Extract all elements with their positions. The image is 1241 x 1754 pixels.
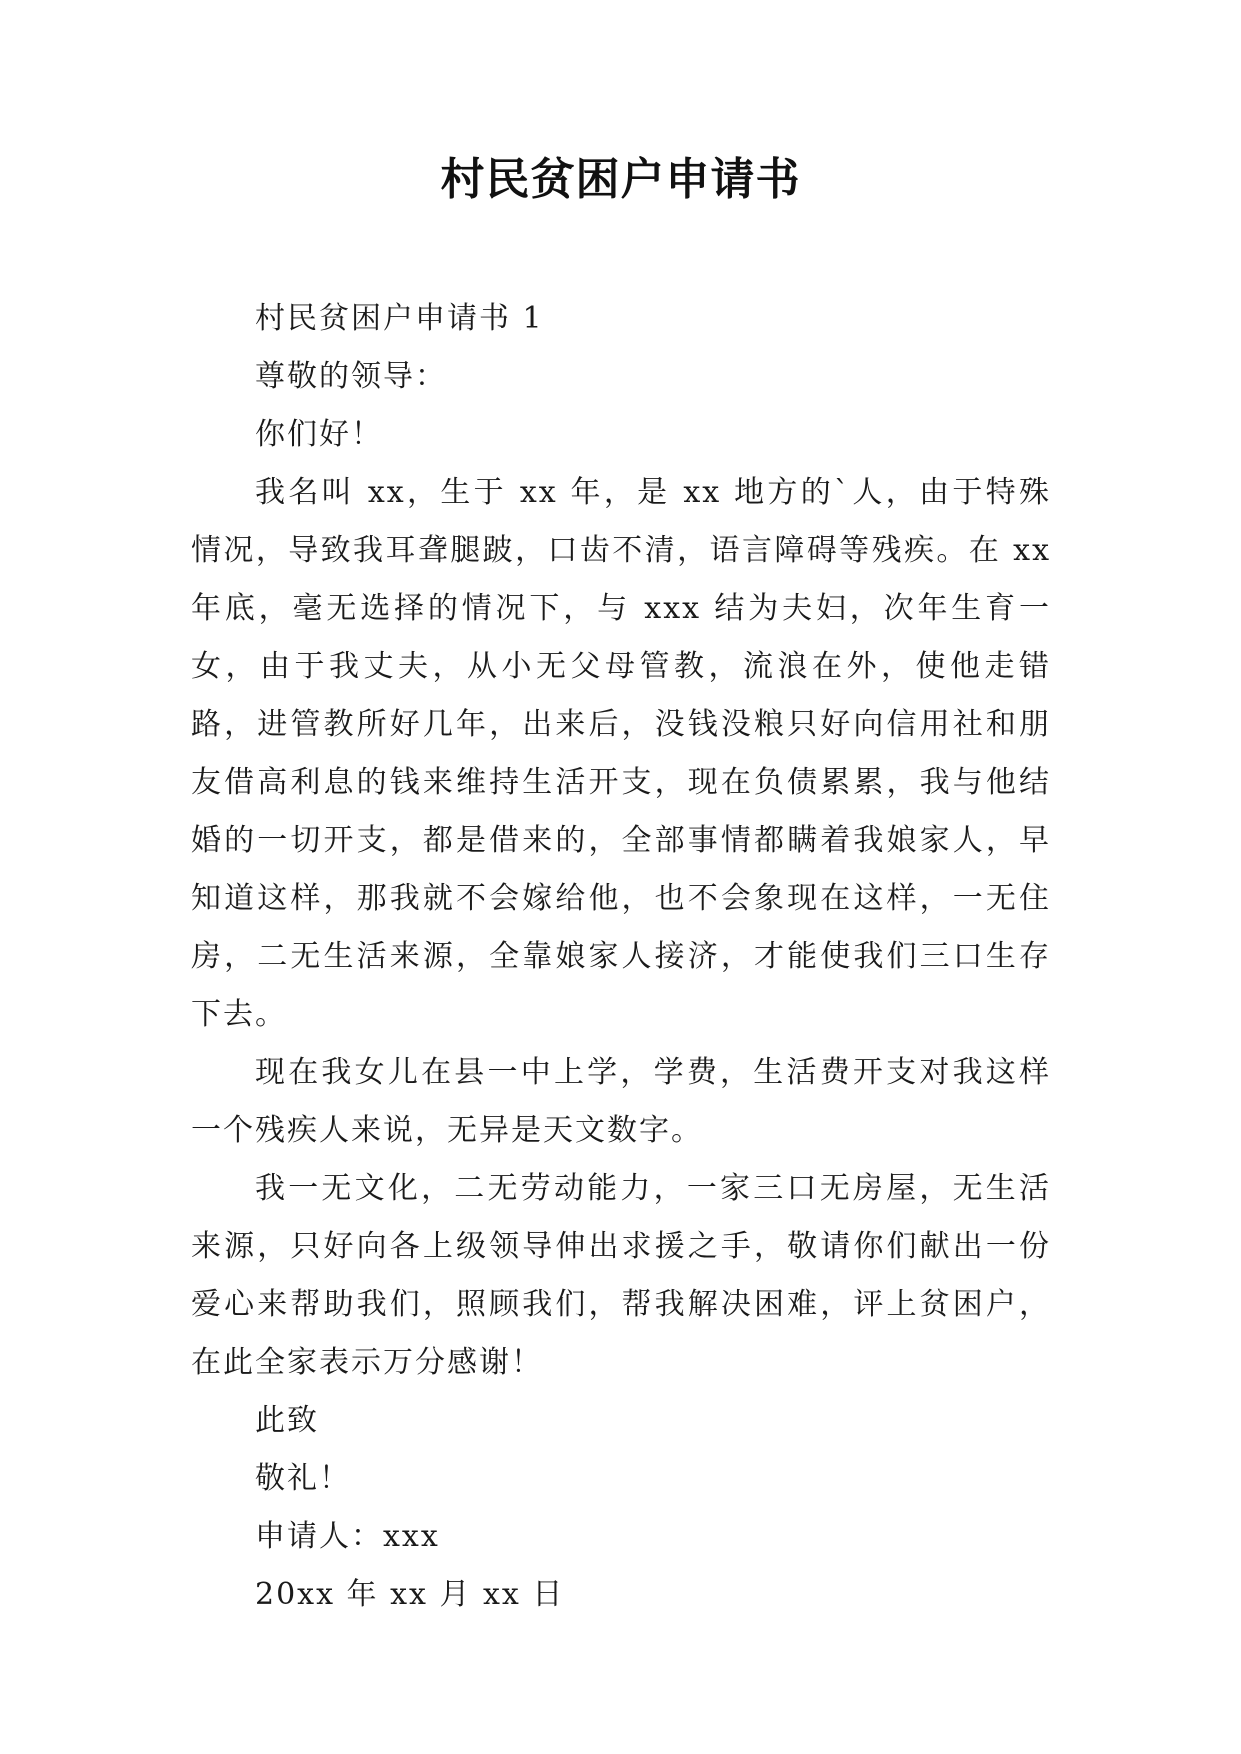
salutation: 尊敬的领导： (255, 359, 447, 394)
body-paragraph-daughter: 现在我女儿在县一中上学，学费，生活费开支对我这样一个残疾人来说，无异是天文数字。 (191, 1055, 1051, 1148)
document-body (191, 290, 1051, 1624)
closing-salute: 敬礼！ (255, 1461, 351, 1496)
document-title: 村民贫困户申请书 (440, 154, 801, 205)
body-paragraph-request: 我一无文化，二无劳动能力，一家三口无房屋，无生活来源，只好向各上级领导伸出求援之手，敬请你们献出一份爱心来帮助我们，照顾我们，帮我解决困难，评上贫困户，在此全家表示万分感谢！ (191, 1171, 1051, 1380)
date-line: 20xx 年 xx 月 xx 日 (255, 1577, 565, 1612)
body-paragraph-background: 我名叫 xx，生于 xx 年，是 xx 地方的`人，由于特殊情况，导致我耳聋腿跛，口齿不清，语言障碍等残疾。在 xx 年底，毫无选择的情况下，与 xxx 结为夫妇，次年生育一女，由于我丈夫，从小无父母管教，流浪在外，使他走错路，进管教所好几年，出来后，没钱没粮只好向信用社和朋友借高利息的钱来维持生活开支，现在负债累累，我与他结婚的一切开支，都是借来的，全部事情都瞒着我娘家人，早知道这样，那我就不会嫁给他，也不会象现在这样，一无住房，二无生活来源，全靠娘家人接济，才能使我们三口生存下去。 (191, 475, 1051, 1032)
greeting: 你们好！ (255, 417, 383, 452)
applicant-signature: 申请人：xxx (255, 1519, 440, 1554)
subtitle-line: 村民贫困户申请书 1 (255, 301, 544, 336)
closing-phrase: 此致 (255, 1403, 319, 1438)
